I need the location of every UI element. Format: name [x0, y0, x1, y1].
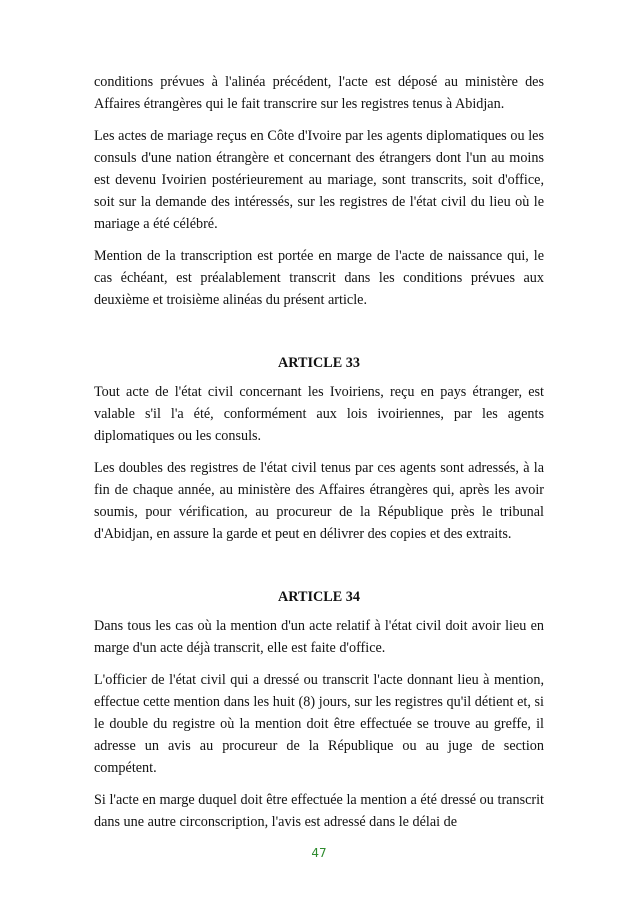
- article-33-heading: ARTICLE 33: [278, 355, 360, 371]
- article-34-heading: ARTICLE 34: [278, 589, 360, 605]
- paragraph: Mention de la transcription est portée en marge de l'acte de naissance qui, le cas échéant, est préalablement transcrit dans les conditions prévues aux deuxième et troisième alinéas du présent article.: [94, 248, 544, 308]
- paragraph: Si l'acte en marge duquel doit être effectuée la mention a été dressé ou transcrit dans une autre circonscription, l'avis est adressé dans le délai de: [94, 792, 544, 830]
- paragraph: conditions prévues à l'alinéa précédent, l'acte est déposé au ministère des Affaires étrangères qui le fait transcrire sur les registres tenus à Abidjan.: [94, 74, 544, 112]
- paragraph: Tout acte de l'état civil concernant les Ivoiriens, reçu en pays étranger, est valable s'il l'a été, conformément aux lois ivoiriennes, par les agents diplomatiques ou les consuls.: [94, 384, 544, 444]
- paragraph: L'officier de l'état civil qui a dressé ou transcrit l'acte donnant lieu à mention, effectue cette mention dans les huit (8) jours, sur les registres qu'il détient et, si le double du registre où la mention doit être effectuée se trouve au greffe, il adresse un avis au procureur de la République ou au juge de section compétent.: [94, 672, 544, 776]
- paragraph: Les doubles des registres de l'état civil tenus par ces agents sont adressés, à la fin de chaque année, au ministère des Affaires étrangères qui, après les avoir soumis, pour vérification, au procureur de la République près le tribunal d'Abidjan, en assure la garde et peut en délivrer des copies et des extraits.: [94, 460, 544, 542]
- paragraph: Dans tous les cas où la mention d'un acte relatif à l'état civil doit avoir lieu en marge d'un acte déjà transcrit, elle est faite d'office.: [94, 618, 544, 656]
- paragraph: Les actes de mariage reçus en Côte d'Ivoire par les agents diplomatiques ou les consuls d'une nation étrangère et concernant des étrangers dont l'un au moins est devenu Ivoirien postérieurement au mariage, sont transcrits, soit d'office, soit sur la demande des intéressés, sur les registres de l'état civil du lieu où le mariage a été célébré.: [94, 128, 544, 232]
- page-body: [94, 71, 544, 843]
- page-number: 47: [311, 846, 327, 860]
